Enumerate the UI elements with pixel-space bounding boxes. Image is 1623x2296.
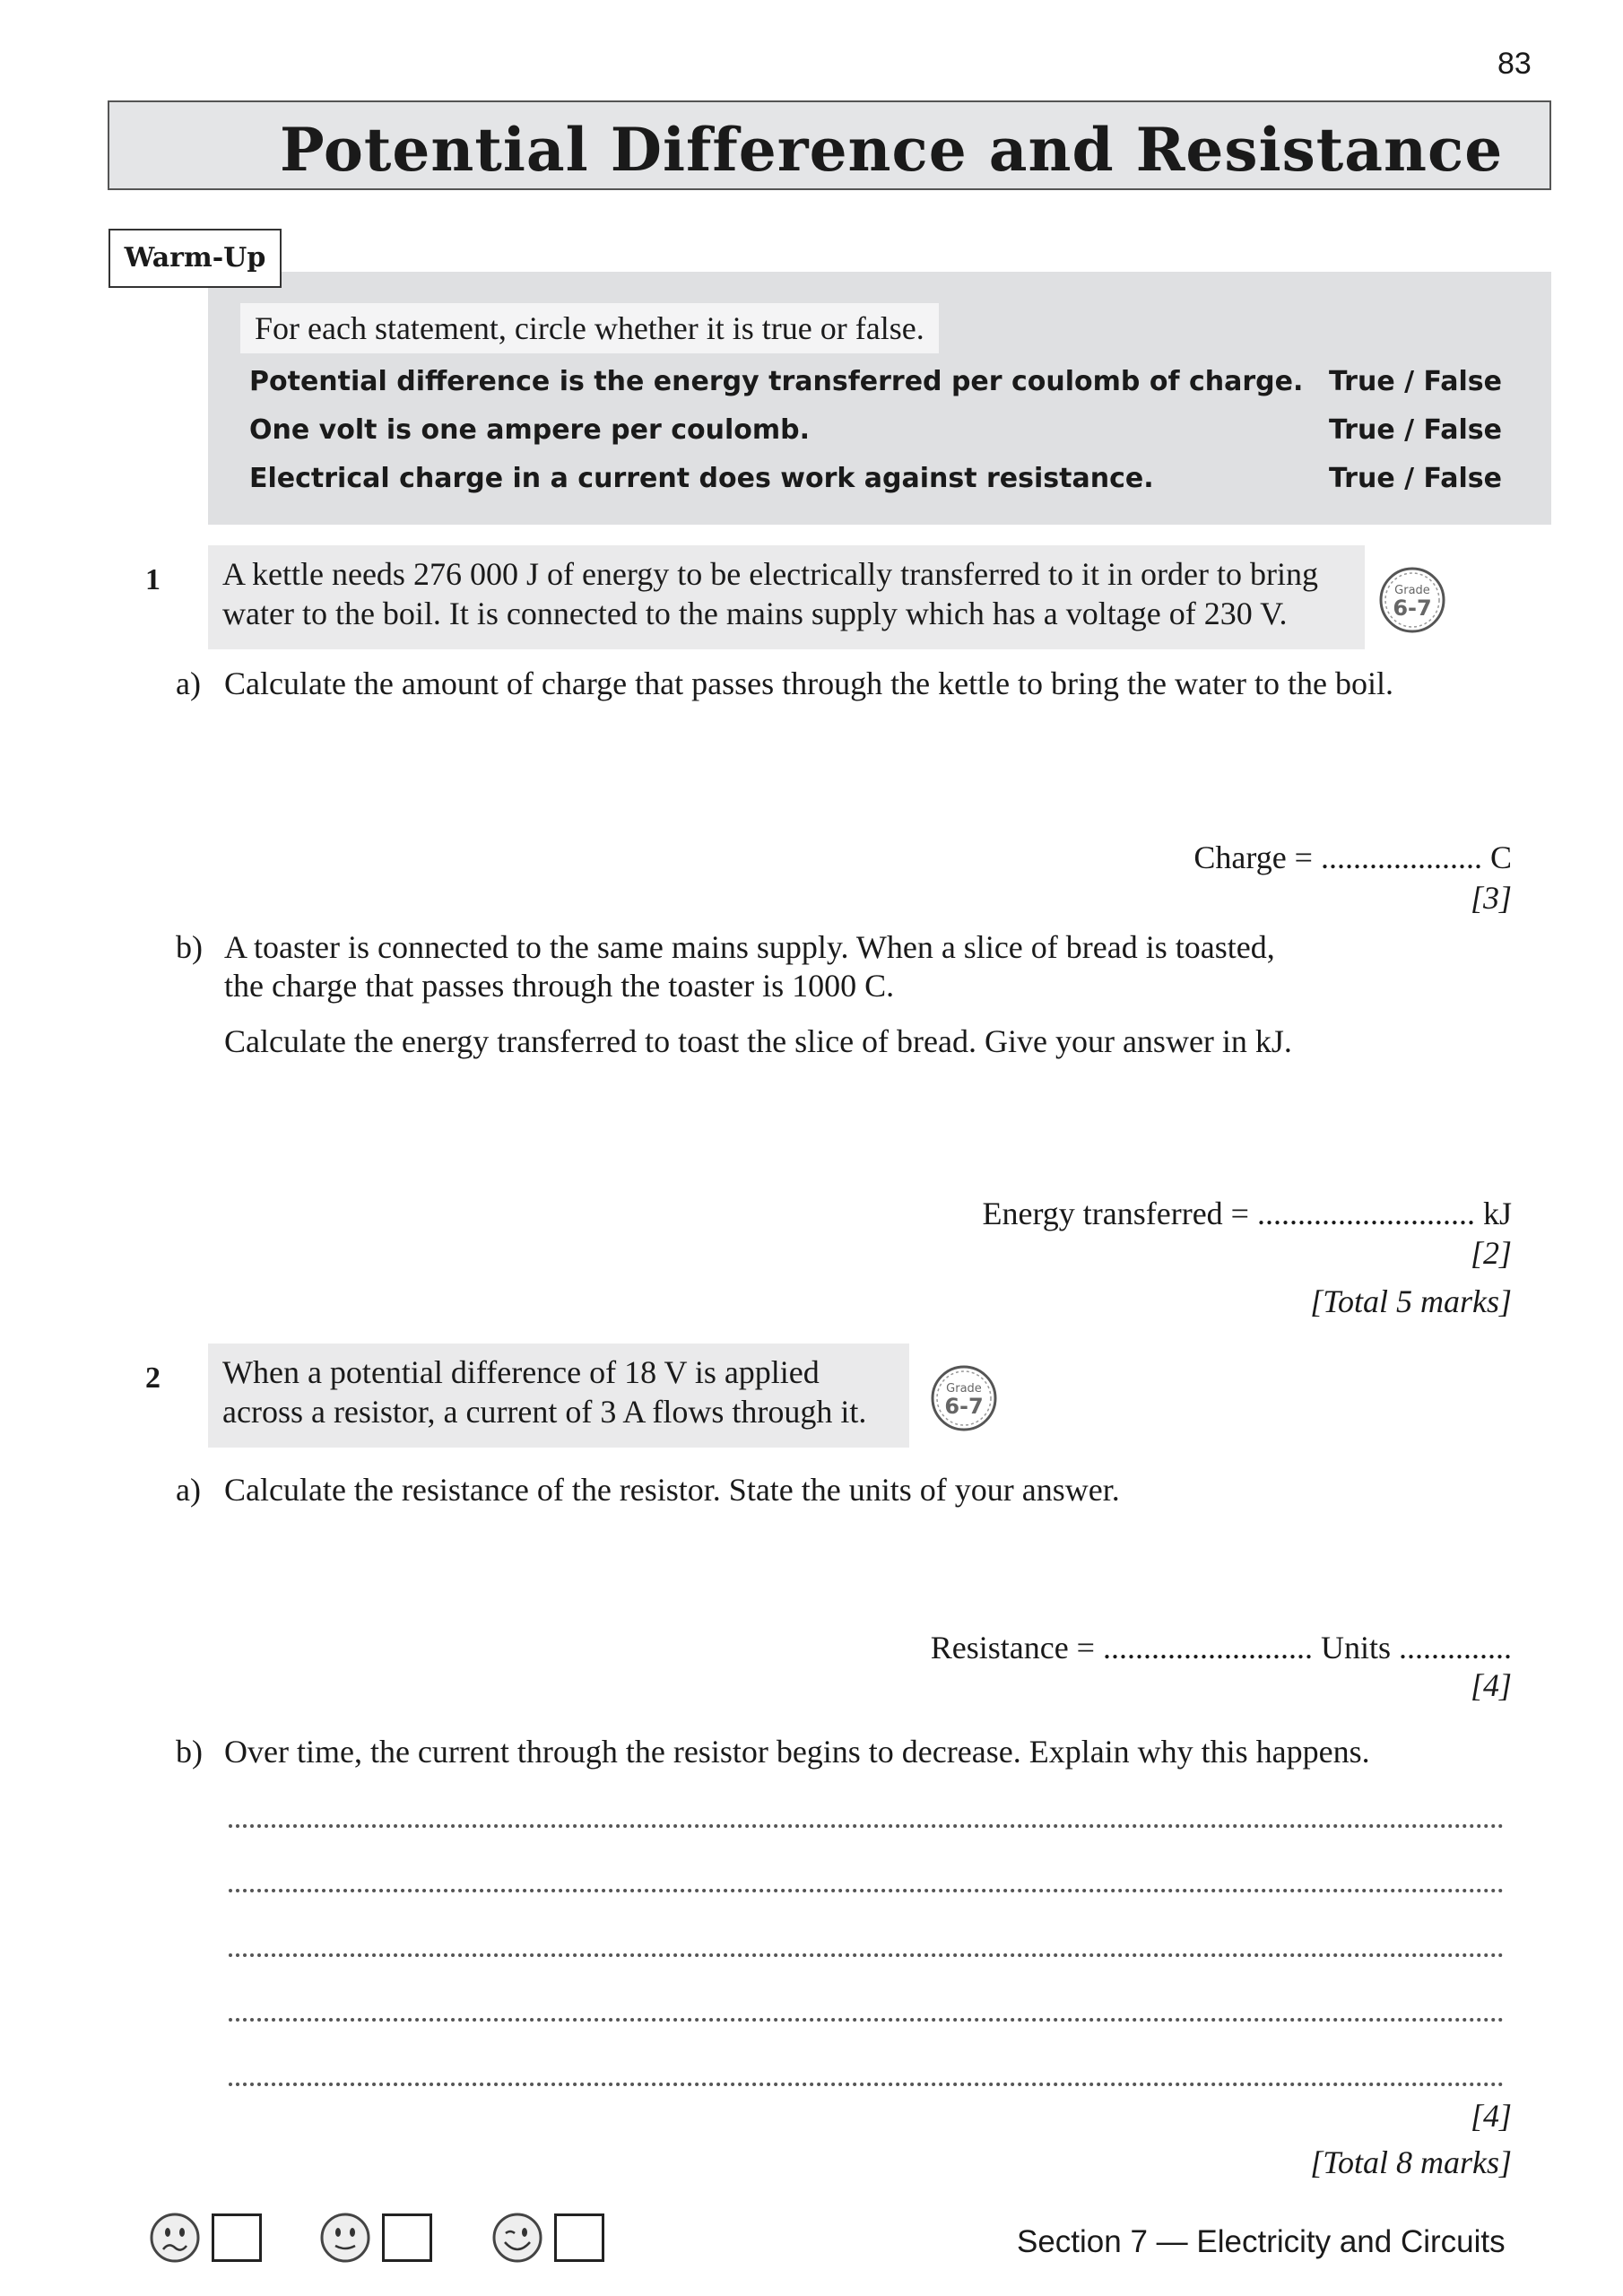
confidence-checkbox[interactable] [382, 2213, 432, 2262]
answer-writing-line[interactable] [229, 2014, 1504, 2022]
title-banner [108, 100, 1551, 190]
warmup-statement: Electrical charge in a current does work against resistance. [249, 463, 1154, 494]
intro-line: When a potential difference of 18 V is applied [222, 1354, 820, 1390]
answer-line-charge[interactable]: Charge = .................... C [1193, 839, 1512, 875]
marks: [2] [1470, 1235, 1512, 1271]
warmup-instruction: For each statement, circle whether it is true or false. [240, 303, 939, 353]
total-marks: [Total 8 marks] [1310, 2144, 1512, 2180]
answer-line-energy[interactable]: Energy transferred = ........................... kJ [982, 1196, 1512, 1231]
grade-badge-icon [1377, 565, 1447, 635]
true-false-choice[interactable]: True / False [1329, 463, 1502, 494]
intro-line: water to the boil. It is connected to the mains supply which has a voltage of 230 V. [222, 596, 1288, 631]
confidence-checkbox[interactable] [212, 2213, 262, 2262]
section-footer: Section 7 — Electricity and Circuits [1017, 2224, 1506, 2259]
part-label: a) [176, 665, 201, 701]
question-number: 2 [145, 1361, 161, 1395]
question-text: Calculate the resistance of the resistor. State the units of your answer. [224, 1472, 1120, 1508]
intro-line: across a resistor, a current of 3 A flows through it. [222, 1394, 867, 1430]
warmup-tab: Warm-Up [108, 229, 282, 288]
page-number: 83 [1497, 47, 1532, 81]
grade-badge-icon [929, 1363, 999, 1433]
total-marks: [Total 5 marks] [1310, 1283, 1512, 1319]
question-text: the charge that passes through the toaster is 1000 C. [224, 968, 895, 1004]
answer-writing-line[interactable] [229, 1950, 1504, 1957]
unhappy-face-icon [149, 2212, 201, 2264]
grade-badge-word: Grade [946, 1382, 982, 1396]
answer-writing-line[interactable] [229, 1821, 1504, 1828]
warmup-statement: One volt is one ampere per coulomb. [249, 414, 810, 446]
marks: [4] [1470, 2098, 1512, 2134]
grade-badge-word: Grade [1394, 584, 1430, 597]
question-number: 1 [145, 563, 161, 596]
neutral-face-icon [319, 2212, 371, 2264]
question-intro [208, 545, 1365, 649]
warmup-statement: Potential difference is the energy transferred per coulomb of charge. [249, 366, 1304, 397]
question-text: Calculate the energy transferred to toast the slice of bread. Give your answer in kJ. [224, 1023, 1292, 1059]
true-false-choice[interactable]: True / False [1329, 366, 1502, 397]
question-text: Calculate the amount of charge that passes through the kettle to bring the water to the boil. [224, 665, 1393, 701]
page-title: Potential Difference and Resistance [280, 115, 1504, 185]
question-text: A toaster is connected to the same mains supply. When a slice of bread is toasted, [224, 929, 1275, 965]
question-text: Over time, the current through the resistor begins to decrease. Explain why this happens. [224, 1734, 1370, 1770]
marks: [3] [1470, 880, 1512, 916]
grade-badge-value: 6-7 [944, 1394, 984, 1419]
answer-line-resistance[interactable]: Resistance = .......................... Units .............. [930, 1630, 1512, 1665]
question-intro [208, 1344, 909, 1448]
confidence-checkbox[interactable] [554, 2213, 604, 2262]
marks: [4] [1470, 1667, 1512, 1703]
intro-line: A kettle needs 276 000 J of energy to be electrically transferred to it in order to bring [222, 556, 1318, 592]
true-false-choice[interactable]: True / False [1329, 414, 1502, 446]
part-label: a) [176, 1472, 201, 1508]
part-label: b) [176, 1734, 203, 1770]
grade-badge-value: 6-7 [1393, 596, 1432, 621]
answer-writing-line[interactable] [229, 2079, 1504, 2086]
happy-face-icon [491, 2212, 543, 2264]
answer-writing-line[interactable] [229, 1885, 1504, 1892]
part-label: b) [176, 929, 203, 965]
